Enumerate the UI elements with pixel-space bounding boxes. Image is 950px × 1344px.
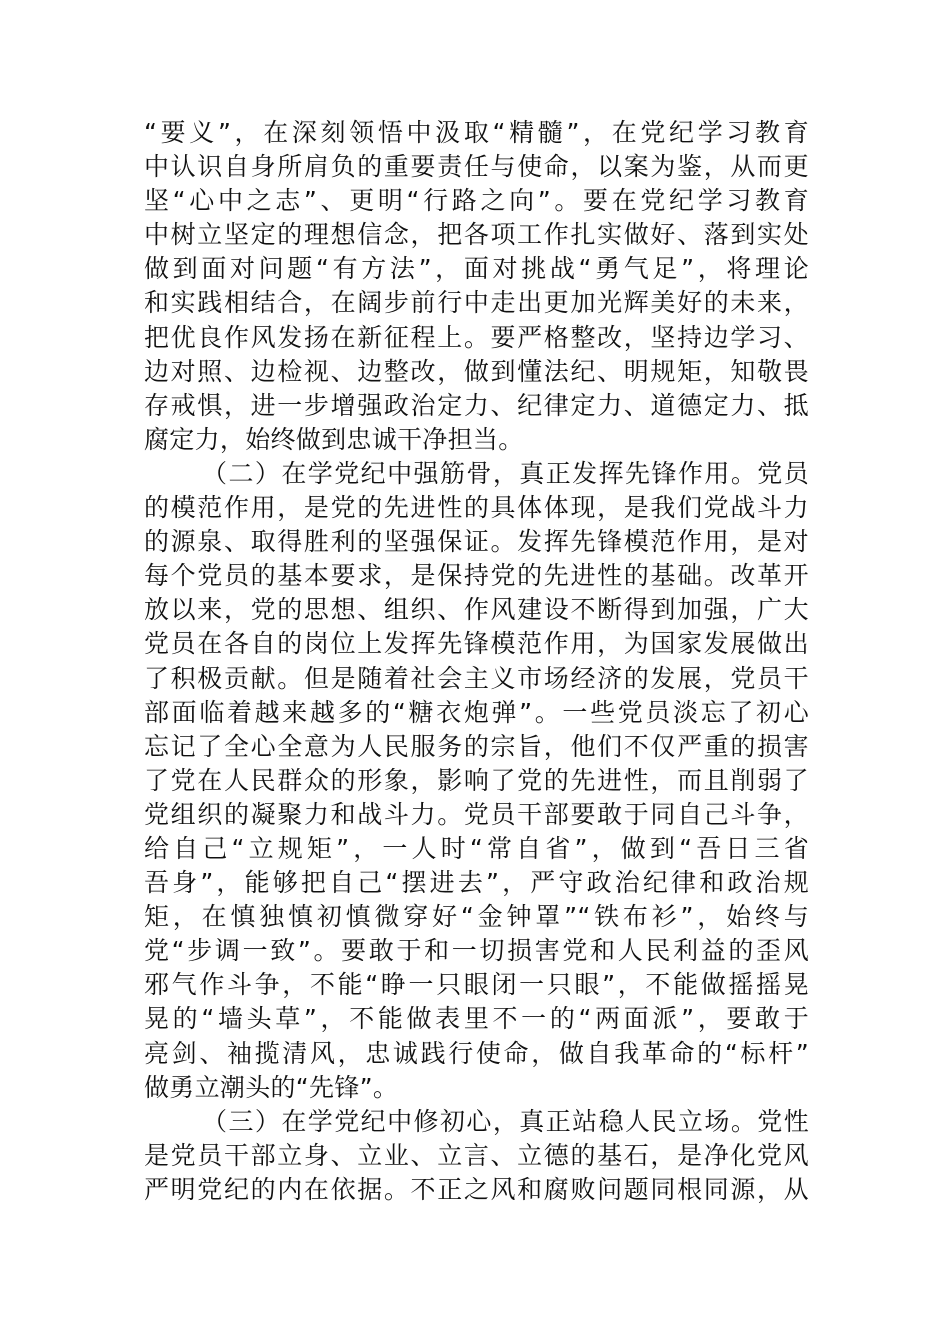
text-line: 和实践相结合，在阔步前行中走出更加光辉美好的未来，: [144, 288, 809, 318]
text-line: 放以来，党的思想、组织、作风建设不断得到加强，广大: [144, 595, 809, 625]
section-heading-line: （二）在学党纪中强筋骨，真正发挥先锋作用。党员: [202, 458, 809, 488]
text-line: 矩，在慎独慎初慎微穿好“金钟罩”“铁布衫”，始终与: [144, 902, 809, 932]
text-line: 了积极贡献。但是随着社会主义市场经济的发展，党员干: [144, 663, 809, 693]
text-line: 吾身”，能够把自己“摆进去”，严守政治纪律和政治规: [144, 868, 809, 898]
text-line: 做到面对问题“有方法”，面对挑战“勇气足”，将理论: [144, 254, 809, 284]
text-line: 把优良作风发扬在新征程上。要严格整改，坚持边学习、: [144, 322, 809, 352]
text-line: 腐定力，始终做到忠诚干净担当。: [144, 424, 524, 454]
text-line: 中树立坚定的理想信念，把各项工作扎实做好、落到实处: [144, 220, 809, 250]
body-text: [144, 116, 809, 1207]
text-line: 忘记了全心全意为人民服务的宗旨，他们不仅严重的损害: [144, 731, 809, 761]
text-line: 的模范作用，是党的先进性的具体体现，是我们党战斗力: [144, 493, 809, 523]
text-line: 是党员干部立身、立业、立言、立德的基石，是净化党风: [144, 1140, 809, 1170]
text-line: 存戒惧，进一步增强政治定力、纪律定力、道德定力、抵: [144, 390, 809, 420]
text-line: 中认识自身所肩负的重要责任与使命，以案为鉴，从而更: [144, 152, 809, 182]
text-line: 党“步调一致”。要敢于和一切损害党和人民利益的歪风: [144, 936, 809, 966]
text-line: 了党在人民群众的形象，影响了党的先进性，而且削弱了: [144, 765, 809, 795]
text-line: 给自己“立规矩”，一人时“常自省”，做到“吾日三省: [144, 833, 809, 863]
text-line: “要义”，在深刻领悟中汲取“精髓”，在党纪学习教育: [144, 118, 809, 147]
text-line: 坚“心中之志”、更明“行路之向”。要在党纪学习教育: [144, 186, 809, 216]
text-line: 边对照、边检视、边整改，做到懂法纪、明规矩，知敬畏: [144, 356, 809, 386]
text-line: 严明党纪的内在依据。不正之风和腐败问题同根同源，从: [144, 1174, 809, 1204]
text-line: 亮剑、袖揽清风，忠诚践行使命，做自我革命的“标杆”: [144, 1038, 809, 1068]
text-line: 党组织的凝聚力和战斗力。党员干部要敢于同自己斗争，: [144, 799, 809, 829]
text-line: 邪气作斗争，不能“睁一只眼闭一只眼”，不能做摇摇晃: [144, 970, 809, 1000]
text-line: 做勇立潮头的“先锋”。: [144, 1072, 399, 1102]
text-line: 党员在各自的岗位上发挥先锋模范作用，为国家发展做出: [144, 629, 809, 659]
text-line: 晃的“墙头草”，不能做表里不一的“两面派”，要敢于: [144, 1004, 809, 1034]
section-heading-line: （三）在学党纪中修初心，真正站稳人民立场。党性: [202, 1106, 809, 1136]
text-line: 的源泉、取得胜利的坚强保证。发挥先锋模范作用，是对: [144, 527, 809, 557]
text-line: 每个党员的基本要求，是保持党的先进性的基础。改革开: [144, 561, 809, 591]
text-line: 部面临着越来越多的“糖衣炮弹”。一些党员淡忘了初心: [144, 697, 809, 727]
